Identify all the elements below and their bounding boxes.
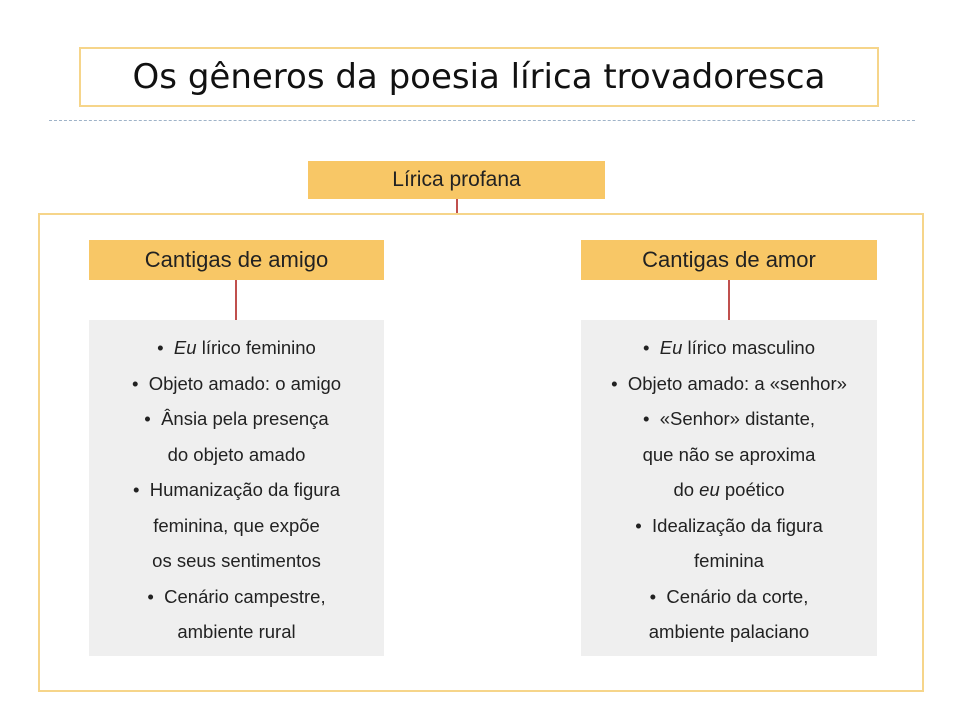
list-cantigas-de-amigo [89, 320, 384, 656]
italic-word: Eu [659, 337, 683, 358]
list-line: • Objeto amado: o amigo [131, 372, 342, 394]
bullet-icon: • [611, 372, 628, 394]
branch-header-cantigas-de-amor: Cantigas de amor [581, 240, 877, 280]
title-box [79, 47, 879, 107]
list-line: • Cenário campestre, [147, 585, 326, 607]
list-line: ambiente rural [177, 621, 296, 642]
bullet-icon: • [649, 585, 667, 607]
root-node-lirica-profana: Lírica profana [308, 161, 605, 199]
list-line: • Ânsia pela presença [144, 408, 329, 429]
bullet-icon: • [635, 514, 653, 536]
list-line: • Eu lírico masculino [642, 337, 816, 358]
bullet-icon: • [144, 408, 162, 429]
bullet-icon: • [132, 479, 150, 500]
list-line: os seus sentimentos [152, 550, 321, 571]
list-line: • Humanização da figura [132, 479, 340, 500]
connector-root [456, 199, 458, 213]
dashed-divider [49, 120, 915, 121]
list-line: do eu poético [673, 479, 785, 500]
list-line: feminina, que expõe [153, 514, 320, 536]
italic-word: Eu [173, 337, 197, 358]
list-line: • Cenário da corte, [649, 585, 809, 607]
list-line: • Objeto amado: a «senhor» [611, 372, 847, 394]
connector-amor [728, 280, 730, 320]
list-line: • «Senhor» distante, [642, 408, 816, 429]
branch-header-cantigas-de-amigo: Cantigas de amigo [89, 240, 384, 280]
italic-word: eu [699, 479, 720, 500]
slide-title: Os gêneros da poesia lírica trovadoresca [132, 57, 826, 97]
list-line: que não se aproxima [642, 443, 816, 465]
list-line: • Eu lírico feminino [157, 337, 316, 358]
list-line: • Idealização da figura [635, 514, 823, 536]
connector-amigo [235, 280, 237, 320]
list-line: do objeto amado [167, 443, 306, 465]
bullet-icon: • [131, 372, 149, 394]
list-line: feminina [694, 550, 764, 571]
bullet-icon: • [147, 585, 165, 607]
bullet-icon: • [642, 408, 660, 429]
list-line: ambiente palaciano [648, 621, 810, 642]
list-cantigas-de-amor [581, 320, 877, 656]
bullet-icon: • [157, 337, 174, 358]
bullet-icon: • [642, 337, 660, 358]
